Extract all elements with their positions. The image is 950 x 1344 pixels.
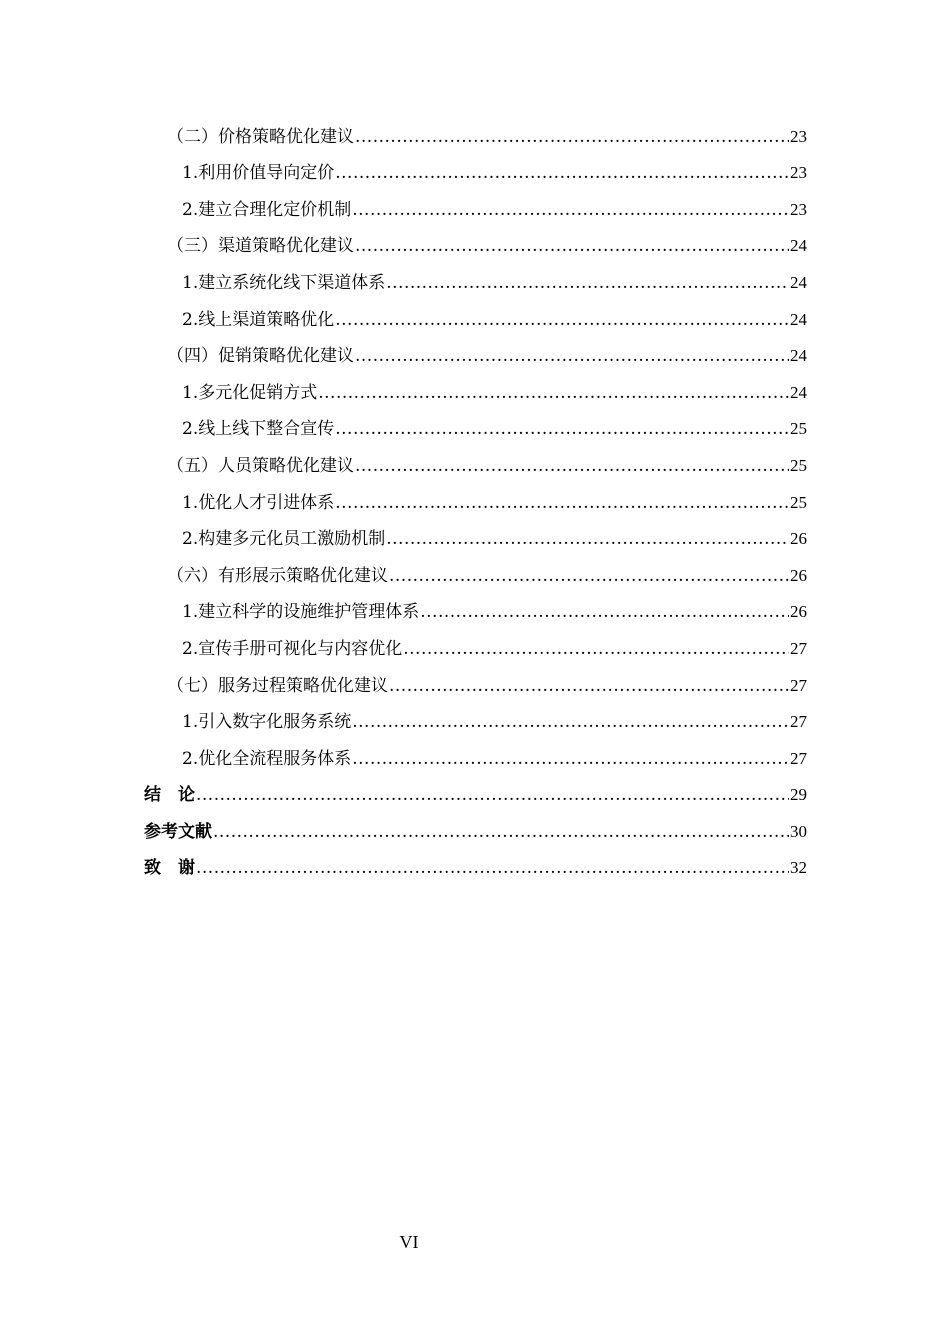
toc-entry[interactable] [144, 330, 807, 367]
toc-leader-dots [196, 858, 789, 878]
toc-entry-title: 2.建立合理化定价机制 [182, 199, 352, 220]
toc-entry[interactable] [144, 439, 807, 476]
toc-entry-title: 2.宣传手册可视化与内容优化 [182, 638, 403, 659]
toc-entry[interactable] [144, 110, 807, 147]
toc-entry-conclusion[interactable] [144, 769, 807, 806]
toc-leader-dots [335, 419, 789, 439]
toc-entry-title: 1.多元化促销方式 [182, 382, 318, 403]
toc-leader-dots [389, 566, 789, 586]
toc-entry-references[interactable] [144, 805, 807, 842]
toc-leader-dots [355, 236, 789, 256]
toc-entry[interactable] [144, 586, 807, 623]
toc-entry-page: 23 [790, 126, 807, 146]
table-of-contents [144, 110, 807, 878]
toc-entry-page: 29 [790, 785, 807, 805]
toc-entry-title: 2.线上渠道策略优化 [182, 309, 335, 330]
toc-entry-title: 1.利用价值导向定价 [182, 163, 335, 184]
toc-leader-dots [213, 822, 789, 842]
toc-leader-dots [355, 346, 789, 366]
toc-entry-title: （七）服务过程策略优化建议 [167, 675, 388, 696]
toc-leader-dots [386, 273, 789, 293]
toc-entry[interactable] [144, 366, 807, 403]
toc-entry[interactable] [144, 549, 807, 586]
toc-entry-title: 2.构建多元化员工激励机制 [182, 529, 386, 550]
toc-leader-dots [352, 712, 789, 732]
toc-entry[interactable] [144, 476, 807, 513]
toc-leader-dots [355, 127, 789, 147]
toc-entry-page: 26 [790, 602, 807, 622]
toc-leader-dots [352, 200, 789, 220]
toc-leader-dots [318, 383, 789, 403]
toc-leader-dots [355, 456, 789, 476]
toc-entry-page: 27 [790, 712, 807, 732]
toc-entry-title: 1.优化人才引进体系 [182, 492, 335, 513]
toc-entry-page: 25 [790, 492, 807, 512]
toc-entry-page: 24 [790, 309, 807, 329]
toc-leader-dots [196, 785, 789, 805]
toc-entry[interactable] [144, 147, 807, 184]
toc-entry[interactable] [144, 256, 807, 293]
toc-entry-title: （二）价格策略优化建议 [167, 126, 354, 147]
toc-entry-page: 25 [790, 455, 807, 475]
toc-entry[interactable] [144, 732, 807, 769]
toc-entry-page: 27 [790, 675, 807, 695]
toc-entry-page: 30 [790, 821, 807, 841]
toc-entry[interactable] [144, 622, 807, 659]
toc-entry-title: 参考文献 [144, 821, 212, 842]
toc-leader-dots [386, 529, 789, 549]
toc-entry-acknowledgements[interactable] [144, 842, 807, 879]
toc-leader-dots [389, 676, 789, 696]
toc-entry[interactable] [144, 220, 807, 257]
toc-entry-page: 26 [790, 529, 807, 549]
page-number: VI [399, 1232, 419, 1252]
toc-leader-dots [335, 163, 789, 183]
toc-entry-page: 23 [790, 163, 807, 183]
toc-entry-title: （五）人员策略优化建议 [167, 455, 354, 476]
toc-entry[interactable] [144, 696, 807, 733]
toc-entry-title: （六）有形展示策略优化建议 [167, 565, 388, 586]
toc-entry-title: （三）渠道策略优化建议 [167, 236, 354, 257]
toc-entry[interactable] [144, 403, 807, 440]
toc-leader-dots [403, 639, 789, 659]
toc-entry-page: 24 [790, 346, 807, 366]
toc-entry-title: 1.引入数字化服务系统 [182, 712, 352, 733]
toc-entry[interactable] [144, 513, 807, 550]
toc-entry-title: 结 论 [144, 785, 195, 806]
toc-entry-title: 1.建立科学的设施维护管理体系 [182, 602, 420, 623]
toc-leader-dots [335, 310, 789, 330]
toc-entry-title: 1.建立系统化线下渠道体系 [182, 272, 386, 293]
toc-leader-dots [352, 749, 789, 769]
toc-entry-page: 25 [790, 419, 807, 439]
toc-entry[interactable] [144, 659, 807, 696]
toc-entry-title: 致 谢 [144, 858, 195, 879]
toc-entry-title: 2.优化全流程服务体系 [182, 748, 352, 769]
toc-entry-page: 27 [790, 638, 807, 658]
toc-entry-page: 24 [790, 272, 807, 292]
toc-entry-page: 26 [790, 565, 807, 585]
toc-leader-dots [420, 602, 789, 622]
toc-entry-page: 24 [790, 382, 807, 402]
toc-entry[interactable] [144, 293, 807, 330]
toc-entry-title: （四）促销策略优化建议 [167, 346, 354, 367]
toc-entry-title: 2.线上线下整合宣传 [182, 419, 335, 440]
toc-entry-page: 27 [790, 748, 807, 768]
toc-entry-page: 24 [790, 236, 807, 256]
toc-entry-page: 23 [790, 199, 807, 219]
toc-leader-dots [335, 493, 789, 513]
toc-entry[interactable] [144, 183, 807, 220]
toc-entry-page: 32 [790, 858, 807, 878]
